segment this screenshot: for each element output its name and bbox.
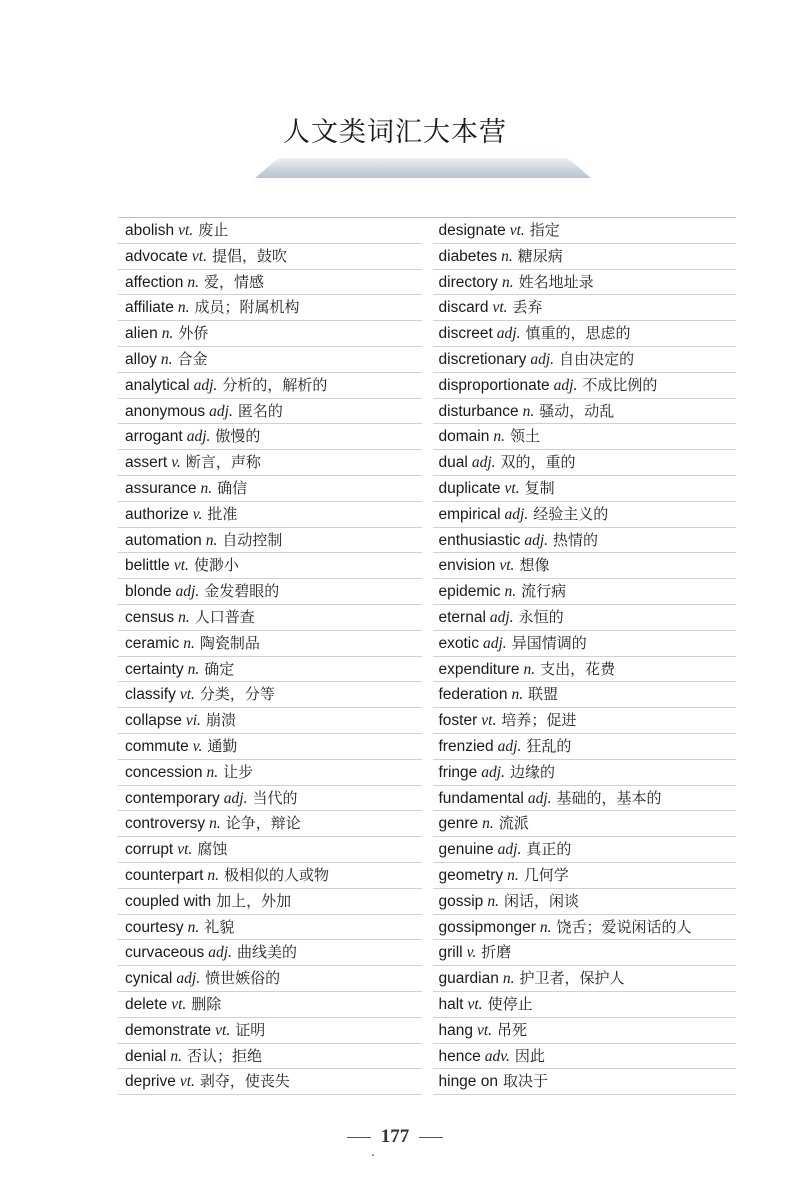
vocab-part-of-speech: adj.	[497, 737, 522, 755]
title-banner-decoration	[255, 158, 591, 178]
vocab-word: exotic	[438, 634, 479, 652]
vocab-meaning: 加上，外加	[216, 891, 292, 910]
vocab-word: delete	[125, 995, 168, 1013]
page-number-footer	[0, 1126, 790, 1148]
vocab-meaning: 支出，花费	[540, 659, 616, 678]
vocab-row	[118, 476, 422, 502]
page-number: 177	[380, 1126, 410, 1147]
vocab-meaning: 傲慢的	[215, 427, 261, 446]
vocab-meaning: 断言，声称	[185, 453, 261, 472]
vocab-row	[433, 1018, 737, 1044]
vocab-part-of-speech: v.	[171, 454, 181, 472]
vocab-part-of-speech: n.	[209, 815, 221, 833]
vocabulary-column-left	[118, 218, 422, 1095]
vocab-part-of-speech: vt.	[492, 299, 508, 317]
vocab-word: abolish	[125, 222, 175, 239]
vocab-word: enthusiastic	[438, 531, 521, 549]
vocab-meaning: 姓名地址录	[518, 272, 594, 291]
vocab-part-of-speech: n.	[206, 763, 219, 781]
vocab-word: demonstrate	[125, 1021, 212, 1039]
vocab-word: automation	[125, 531, 202, 549]
vocab-row	[118, 295, 422, 321]
vocab-word: halt	[438, 995, 464, 1013]
vocab-row	[433, 347, 737, 373]
vocab-row	[433, 502, 737, 528]
vocab-row	[118, 682, 422, 708]
vocab-meaning: 成员；附属机构	[194, 298, 300, 317]
vocab-word: controversy	[125, 815, 206, 833]
vocab-row	[433, 373, 737, 399]
vocab-meaning: 复制	[524, 478, 555, 497]
vocab-part-of-speech: vt.	[481, 712, 497, 730]
vocab-row	[118, 218, 422, 244]
vocab-part-of-speech: vt.	[499, 557, 515, 575]
vocab-part-of-speech: adj.	[504, 505, 529, 523]
vocab-part-of-speech: adj.	[481, 763, 505, 781]
vocab-part-of-speech: adj.	[186, 428, 211, 446]
vocab-part-of-speech: n.	[161, 325, 174, 343]
vocab-part-of-speech: adj.	[530, 350, 555, 368]
vocab-row	[433, 528, 737, 554]
vocab-meaning: 狂乱的	[526, 736, 572, 755]
vocab-row	[118, 837, 422, 863]
vocab-word: contemporary	[125, 789, 220, 807]
vocab-meaning: 让步	[223, 762, 254, 781]
vocab-part-of-speech: n.	[493, 428, 505, 446]
vocab-meaning: 因此	[514, 1046, 545, 1065]
vocab-part-of-speech: v.	[192, 505, 203, 523]
print-dot	[372, 1154, 374, 1156]
vocab-word: guardian	[438, 970, 499, 988]
page-title: 人文类词汇大本营	[283, 117, 507, 148]
vocab-row	[118, 399, 422, 425]
vocab-meaning: 腐蚀	[197, 840, 228, 859]
vocab-word: duplicate	[438, 479, 501, 497]
vocab-row	[118, 244, 422, 270]
vocab-meaning: 异国情调的	[511, 633, 587, 652]
vocab-word: assert	[125, 454, 168, 472]
vocab-part-of-speech: adj.	[496, 325, 521, 343]
vocab-word: fringe	[438, 763, 478, 781]
vocab-part-of-speech: v.	[466, 944, 477, 962]
vocab-row	[118, 657, 422, 683]
vocab-meaning: 礼貌	[204, 917, 235, 936]
vocab-meaning: 吊死	[497, 1020, 528, 1039]
vocab-meaning: 不成比例的	[582, 375, 658, 394]
vocab-meaning: 边缘的	[509, 762, 555, 781]
vocab-word: denial	[125, 1047, 167, 1065]
vocab-meaning: 糖尿病	[517, 246, 563, 265]
vocab-word: courtesy	[125, 918, 184, 936]
vocab-part-of-speech: adj.	[527, 789, 552, 807]
vocab-row	[433, 295, 737, 321]
vocab-part-of-speech: n.	[507, 866, 519, 884]
vocab-word: assurance	[125, 479, 197, 497]
vocab-meaning: 流派	[498, 814, 529, 833]
vocab-row	[118, 708, 422, 734]
vocab-part-of-speech: n.	[187, 918, 200, 936]
vocab-word: affection	[125, 273, 184, 291]
footer-dash-right	[419, 1137, 443, 1138]
vocab-meaning: 愤世嫉俗的	[205, 969, 281, 988]
vocab-row	[433, 708, 737, 734]
vocab-word: concession	[125, 763, 203, 781]
vocab-part-of-speech: n.	[501, 247, 513, 265]
vocab-meaning: 确信	[217, 478, 248, 497]
vocab-meaning: 双的，重的	[500, 453, 576, 472]
vocab-part-of-speech: n.	[523, 660, 536, 678]
vocab-part-of-speech: n.	[177, 299, 190, 317]
vocab-row	[118, 760, 422, 786]
vocab-meaning: 自动控制	[222, 530, 283, 549]
vocab-meaning: 极相似的人或物	[224, 865, 330, 884]
vocab-word: counterpart	[125, 866, 204, 884]
vocab-meaning: 使渺小	[193, 556, 239, 575]
vocab-row	[118, 373, 422, 399]
vocab-meaning: 护卫者，保护人	[519, 969, 625, 988]
vocab-part-of-speech: vt.	[179, 1073, 195, 1091]
vocab-row	[118, 786, 422, 812]
vocab-word: anonymous	[125, 402, 206, 420]
vocab-part-of-speech: vt.	[177, 841, 193, 859]
vocab-word: epidemic	[438, 583, 501, 601]
vocab-part-of-speech: n.	[170, 1047, 182, 1065]
vocab-word: fundamental	[438, 789, 524, 807]
vocab-meaning: 当代的	[252, 788, 298, 807]
vocab-row	[433, 424, 737, 450]
vocab-word: dual	[438, 454, 468, 472]
footer-dash-left	[347, 1137, 371, 1138]
vocab-row	[118, 605, 422, 631]
vocab-meaning: 使停止	[487, 994, 533, 1013]
vocab-row	[433, 760, 737, 786]
vocab-meaning: 曲线美的	[236, 943, 297, 962]
vocab-word: census	[125, 608, 175, 626]
vocab-word: gossip	[438, 892, 484, 910]
vocab-word: gossipmonger	[438, 918, 536, 936]
vocab-row	[433, 1069, 737, 1095]
vocab-part-of-speech: n.	[539, 918, 552, 936]
vocab-meaning: 论争，辩论	[225, 814, 301, 833]
vocab-row	[433, 270, 737, 296]
vocab-meaning: 慎重的，思虑的	[525, 324, 631, 343]
vocab-row	[118, 992, 422, 1018]
vocab-word: classify	[125, 686, 176, 704]
vocab-part-of-speech: n.	[522, 402, 535, 420]
vocab-word: geometry	[438, 866, 504, 884]
vocab-part-of-speech: adj.	[489, 608, 514, 626]
vocab-part-of-speech: n.	[511, 686, 524, 704]
vocab-meaning: 自由决定的	[559, 349, 635, 368]
vocab-part-of-speech: n.	[502, 970, 515, 988]
vocab-part-of-speech: adj.	[553, 376, 578, 394]
vocab-row	[433, 837, 737, 863]
vocab-word: hence	[438, 1047, 481, 1065]
vocab-row	[118, 1069, 422, 1095]
vocab-row	[118, 1018, 422, 1044]
vocab-word: arrogant	[125, 428, 183, 446]
vocab-part-of-speech: adj.	[223, 789, 248, 807]
vocab-part-of-speech: n.	[187, 660, 200, 678]
vocab-meaning: 真正的	[526, 840, 572, 859]
vocab-row	[118, 321, 422, 347]
vocab-part-of-speech: n.	[160, 350, 173, 368]
vocab-row	[118, 811, 422, 837]
vocab-row	[433, 450, 737, 476]
vocab-row	[118, 424, 422, 450]
vocab-row	[433, 321, 737, 347]
vocab-meaning: 联盟	[528, 685, 559, 704]
vocab-row	[433, 992, 737, 1018]
vocab-row	[433, 399, 737, 425]
vocab-part-of-speech: adj.	[176, 970, 201, 988]
vocab-meaning: 爱，情感	[203, 272, 264, 291]
vocab-row	[118, 940, 422, 966]
vocab-meaning: 外侨	[178, 324, 209, 343]
vocab-meaning: 剥夺，使丧失	[199, 1072, 290, 1091]
vocab-word: analytical	[125, 376, 190, 394]
vocab-meaning: 几何学	[523, 865, 569, 884]
vocab-meaning: 丢弃	[512, 298, 543, 317]
vocab-meaning: 否认；拒绝	[187, 1046, 263, 1065]
vocab-word: disproportionate	[438, 376, 550, 394]
vocab-part-of-speech: adj.	[208, 944, 232, 962]
vocab-part-of-speech: n.	[501, 273, 514, 291]
vocab-word: curvaceous	[125, 944, 205, 962]
vocab-part-of-speech: vt.	[173, 557, 189, 575]
vocab-word: discard	[438, 299, 489, 317]
vocab-word: empirical	[438, 505, 501, 523]
vocab-row	[118, 347, 422, 373]
vocab-row	[118, 863, 422, 889]
vocab-row	[433, 244, 737, 270]
vocab-meaning: 饶舌；爱说闲话的人	[556, 917, 692, 936]
vocab-meaning: 闲话，闲谈	[503, 891, 579, 910]
vocab-part-of-speech: vt.	[191, 247, 207, 265]
vocab-word: eternal	[438, 608, 486, 626]
vocab-part-of-speech: adj.	[209, 402, 233, 420]
vocab-part-of-speech: n.	[178, 608, 190, 626]
vocab-part-of-speech: vt.	[509, 222, 525, 239]
vocab-meaning: 废止	[198, 221, 229, 239]
vocab-part-of-speech: n.	[504, 583, 517, 601]
vocab-row	[433, 915, 737, 941]
vocab-row	[433, 889, 737, 915]
vocab-row	[118, 915, 422, 941]
vocab-word: advocate	[125, 247, 188, 265]
vocab-row	[118, 270, 422, 296]
vocab-meaning: 流行病	[521, 582, 567, 601]
vocab-part-of-speech: n.	[187, 273, 199, 291]
vocab-row	[433, 605, 737, 631]
vocab-meaning: 基础的，基本的	[556, 788, 662, 807]
vocab-word: corrupt	[125, 841, 174, 859]
vocab-row	[118, 502, 422, 528]
vocab-part-of-speech: adj.	[193, 376, 218, 394]
vocabulary-table	[118, 217, 736, 1095]
vocab-part-of-speech: vt.	[476, 1021, 493, 1039]
vocab-word: designate	[438, 222, 506, 239]
vocab-row	[118, 528, 422, 554]
vocab-word: genuine	[438, 841, 494, 859]
vocab-part-of-speech: adj.	[524, 531, 549, 549]
vocab-row	[118, 889, 422, 915]
vocab-word: blonde	[125, 583, 172, 601]
vocab-meaning: 批准	[207, 504, 238, 523]
vocab-meaning: 陶瓷制品	[199, 633, 260, 652]
vocab-word: affiliate	[125, 299, 174, 317]
vocab-word: discretionary	[438, 350, 527, 368]
vocab-part-of-speech: vt.	[179, 686, 195, 704]
vocab-part-of-speech: vt.	[178, 222, 194, 239]
vocab-word: hinge on	[438, 1073, 498, 1091]
vocab-word: collapse	[125, 712, 182, 730]
vocab-meaning: 骚动，动乱	[539, 401, 615, 420]
vocab-row	[433, 476, 737, 502]
vocab-meaning: 指定	[529, 221, 560, 239]
vocab-part-of-speech: vi.	[185, 712, 201, 730]
vocab-row	[118, 1044, 422, 1070]
vocab-word: genre	[438, 815, 479, 833]
vocab-word: envision	[438, 557, 496, 575]
vocab-word: diabetes	[438, 247, 498, 265]
vocab-word: alloy	[125, 350, 157, 368]
vocabulary-column-right	[433, 218, 737, 1095]
vocab-meaning: 经验主义的	[533, 504, 609, 523]
vocab-meaning: 通勤	[207, 736, 238, 755]
vocab-meaning: 折磨	[481, 943, 512, 962]
vocab-part-of-speech: n.	[205, 531, 218, 549]
vocab-meaning: 取决于	[502, 1072, 548, 1091]
vocab-row	[433, 863, 737, 889]
vocab-word: federation	[438, 686, 508, 704]
vocab-meaning: 金发碧眼的	[204, 582, 280, 601]
vocab-part-of-speech: vt.	[171, 995, 187, 1013]
vocab-part-of-speech: n.	[207, 866, 220, 884]
vocab-row	[118, 450, 422, 476]
vocab-row	[433, 218, 737, 244]
vocab-meaning: 领土	[509, 427, 540, 446]
vocab-meaning: 证明	[235, 1020, 266, 1039]
vocab-word: expenditure	[438, 660, 520, 678]
vocab-row	[433, 734, 737, 760]
vocab-word: alien	[125, 325, 158, 343]
vocab-row	[433, 631, 737, 657]
vocab-part-of-speech: vt.	[504, 479, 520, 497]
vocab-row	[433, 553, 737, 579]
vocab-meaning: 人口普查	[194, 607, 255, 626]
vocab-meaning: 分析的，解析的	[222, 375, 328, 394]
vocab-word: domain	[438, 428, 490, 446]
vocab-word: foster	[438, 712, 478, 730]
vocab-part-of-speech: n.	[487, 892, 499, 910]
vocab-word: cynical	[125, 970, 173, 988]
vocab-part-of-speech: adv.	[484, 1047, 510, 1065]
vocab-part-of-speech: vt.	[467, 995, 483, 1013]
vocab-row	[118, 631, 422, 657]
vocab-word: ceramic	[125, 634, 180, 652]
vocab-row	[433, 1044, 737, 1070]
vocab-meaning: 合金	[177, 349, 208, 368]
vocab-meaning: 崩溃	[205, 711, 236, 730]
vocab-meaning: 培养；促进	[501, 711, 577, 730]
vocab-word: frenzied	[438, 737, 494, 755]
vocab-word: deprive	[125, 1073, 176, 1091]
vocab-meaning: 删除	[191, 994, 222, 1013]
vocab-part-of-speech: n.	[183, 634, 195, 652]
vocab-meaning: 热情的	[553, 530, 599, 549]
vocab-part-of-speech: adj.	[175, 583, 200, 601]
vocab-meaning: 确定	[204, 659, 235, 678]
vocab-row	[433, 579, 737, 605]
vocab-word: directory	[438, 273, 498, 291]
vocab-row	[433, 657, 737, 683]
vocab-word: authorize	[125, 505, 189, 523]
vocab-row	[433, 940, 737, 966]
vocab-row	[433, 966, 737, 992]
vocab-meaning: 提倡，鼓吹	[211, 246, 287, 265]
vocab-row	[433, 682, 737, 708]
vocab-meaning: 匿名的	[237, 401, 283, 420]
vocab-word: discreet	[438, 325, 493, 343]
vocab-meaning: 永恒的	[518, 607, 564, 626]
vocab-part-of-speech: adj.	[471, 454, 496, 472]
vocab-word: disturbance	[438, 402, 519, 420]
vocab-part-of-speech: n.	[200, 479, 213, 497]
vocab-word: belittle	[125, 557, 170, 575]
vocab-row	[118, 734, 422, 760]
vocab-word: grill	[438, 944, 463, 962]
vocab-word: certainty	[125, 660, 184, 678]
vocab-row	[118, 966, 422, 992]
vocab-part-of-speech: adj.	[483, 634, 507, 652]
vocab-row	[118, 553, 422, 579]
vocab-meaning: 想像	[519, 556, 550, 575]
vocab-word: commute	[125, 737, 189, 755]
vocab-part-of-speech: vt.	[215, 1021, 231, 1039]
vocab-word: coupled with	[125, 892, 212, 910]
vocab-row	[433, 786, 737, 812]
vocab-row	[433, 811, 737, 837]
vocab-part-of-speech: adj.	[497, 841, 522, 859]
vocab-word: hang	[438, 1021, 473, 1039]
vocab-part-of-speech: v.	[192, 737, 203, 755]
vocab-part-of-speech: n.	[482, 815, 494, 833]
vocab-row	[118, 579, 422, 605]
vocab-meaning: 分类，分等	[199, 685, 275, 704]
